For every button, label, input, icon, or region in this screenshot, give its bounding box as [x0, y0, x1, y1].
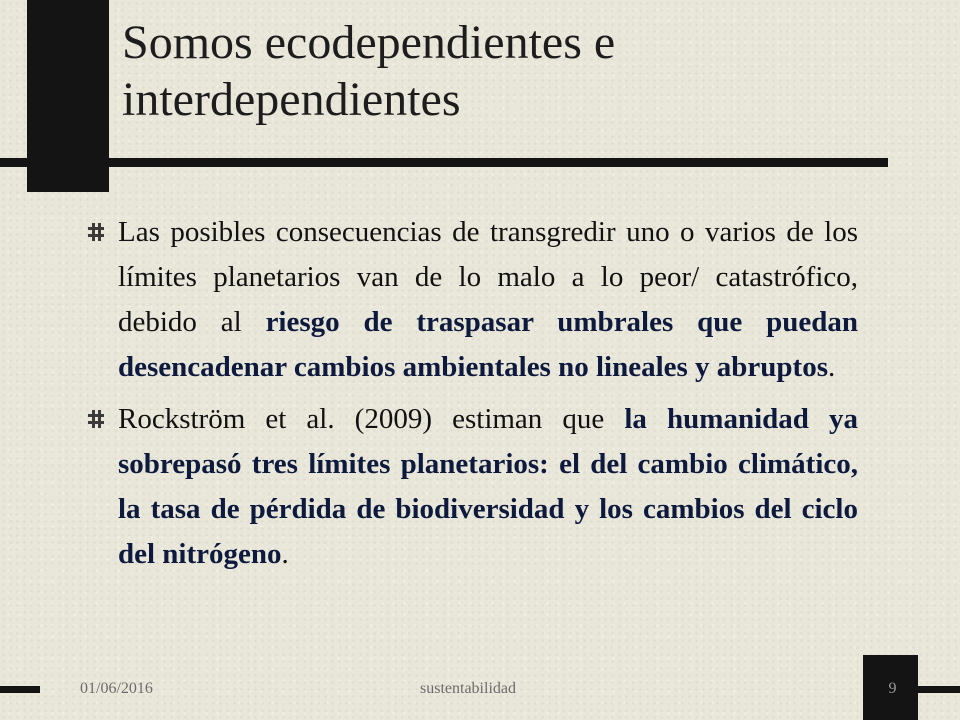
- slide-title-line-2: interdependientes: [122, 73, 461, 126]
- page-number: 9: [888, 680, 897, 697]
- footer-date: 01/06/2016: [80, 680, 153, 697]
- bullet-text-segment: Rockström et al. (2009) estiman que: [118, 403, 625, 435]
- bullet-text-segment: Las posibles consecuencias de transgredir uno o varios de los límites planetarios van de lo malo a lo peor/ catastrófico, debido al: [118, 216, 858, 338]
- bullet-item: [88, 210, 858, 390]
- bullet-text-emphasis: riesgo de traspasar umbrales que puedan desencadenar cambios ambientales no lineales y abruptos: [118, 306, 858, 383]
- hash-bullet-icon: [88, 410, 104, 428]
- slide-title: [122, 14, 882, 128]
- bullet-text-emphasis: la humanidad ya sobrepasó tres límites planetarios: el del cambio climático, la tasa de pérdida de biodiversidad y los cambios del ciclo del nitrógeno: [118, 403, 858, 570]
- bullet-item: [88, 397, 858, 577]
- hash-bullet-icon: [88, 223, 104, 241]
- title-rule: [0, 158, 888, 167]
- slide-title-line-1: Somos ecodependientes e: [122, 16, 616, 69]
- footer-rule-left: [0, 686, 40, 693]
- bullet-text-segment: .: [281, 538, 289, 570]
- footer-topic: sustentabilidad: [420, 680, 516, 697]
- bullet-text-segment: .: [828, 351, 836, 383]
- bullet-list: [88, 210, 858, 584]
